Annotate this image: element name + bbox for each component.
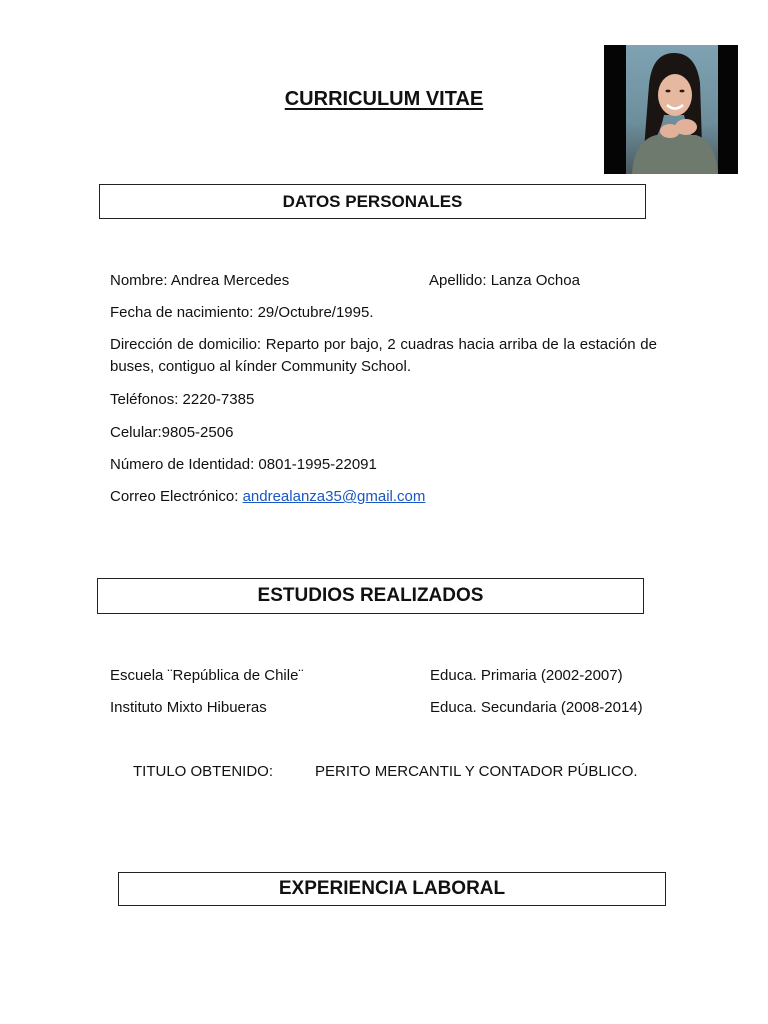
email-link[interactable]: andrealanza35@gmail.com (242, 488, 426, 505)
id-number-line: Número de Identidad: 0801-1995-22091 (110, 456, 377, 473)
phones-line: Teléfonos: 2220-7385 (110, 391, 255, 408)
email-label: Correo Electrónico: (110, 488, 243, 505)
section-heading-experience (118, 872, 666, 906)
study-school-1: Escuela ¨República de Chile¨ (110, 667, 304, 684)
study-level-1: Educa. Primaria (2002-2007) (430, 667, 623, 684)
section-heading-studies (97, 578, 644, 614)
study-school-2: Instituto Mixto Hibueras (110, 699, 267, 716)
surname-line: Apellido: Lanza Ochoa (429, 272, 580, 289)
cell-line: Celular:9805-2506 (110, 424, 234, 441)
section-heading-experience-text: EXPERIENCIA LABORAL (278, 878, 506, 899)
profile-photo (604, 45, 738, 174)
section-heading-personal-text: DATOS PERSONALES (282, 191, 463, 211)
degree-value: PERITO MERCANTIL Y CONTADOR PÚBLICO. (315, 763, 638, 780)
email-line (110, 486, 425, 508)
name-line: Nombre: Andrea Mercedes (110, 272, 290, 289)
degree-label: TITULO OBTENIDO: (133, 763, 274, 780)
birth-date-line: Fecha de nacimiento: 29/Octubre/1995. (110, 304, 374, 321)
person-portrait-photo-icon (604, 45, 738, 174)
document-title: CURRICULUM VITAE (284, 88, 484, 110)
section-heading-personal (99, 184, 646, 219)
address-paragraph: Dirección de domicilio: Reparto por bajo, 2 cuadras hacia arriba de la estación de buses, contiguo al kínder Community School. (110, 336, 657, 375)
section-heading-studies-text: ESTUDIOS REALIZADOS (257, 585, 484, 606)
study-level-2: Educa. Secundaria (2008-2014) (430, 699, 643, 716)
